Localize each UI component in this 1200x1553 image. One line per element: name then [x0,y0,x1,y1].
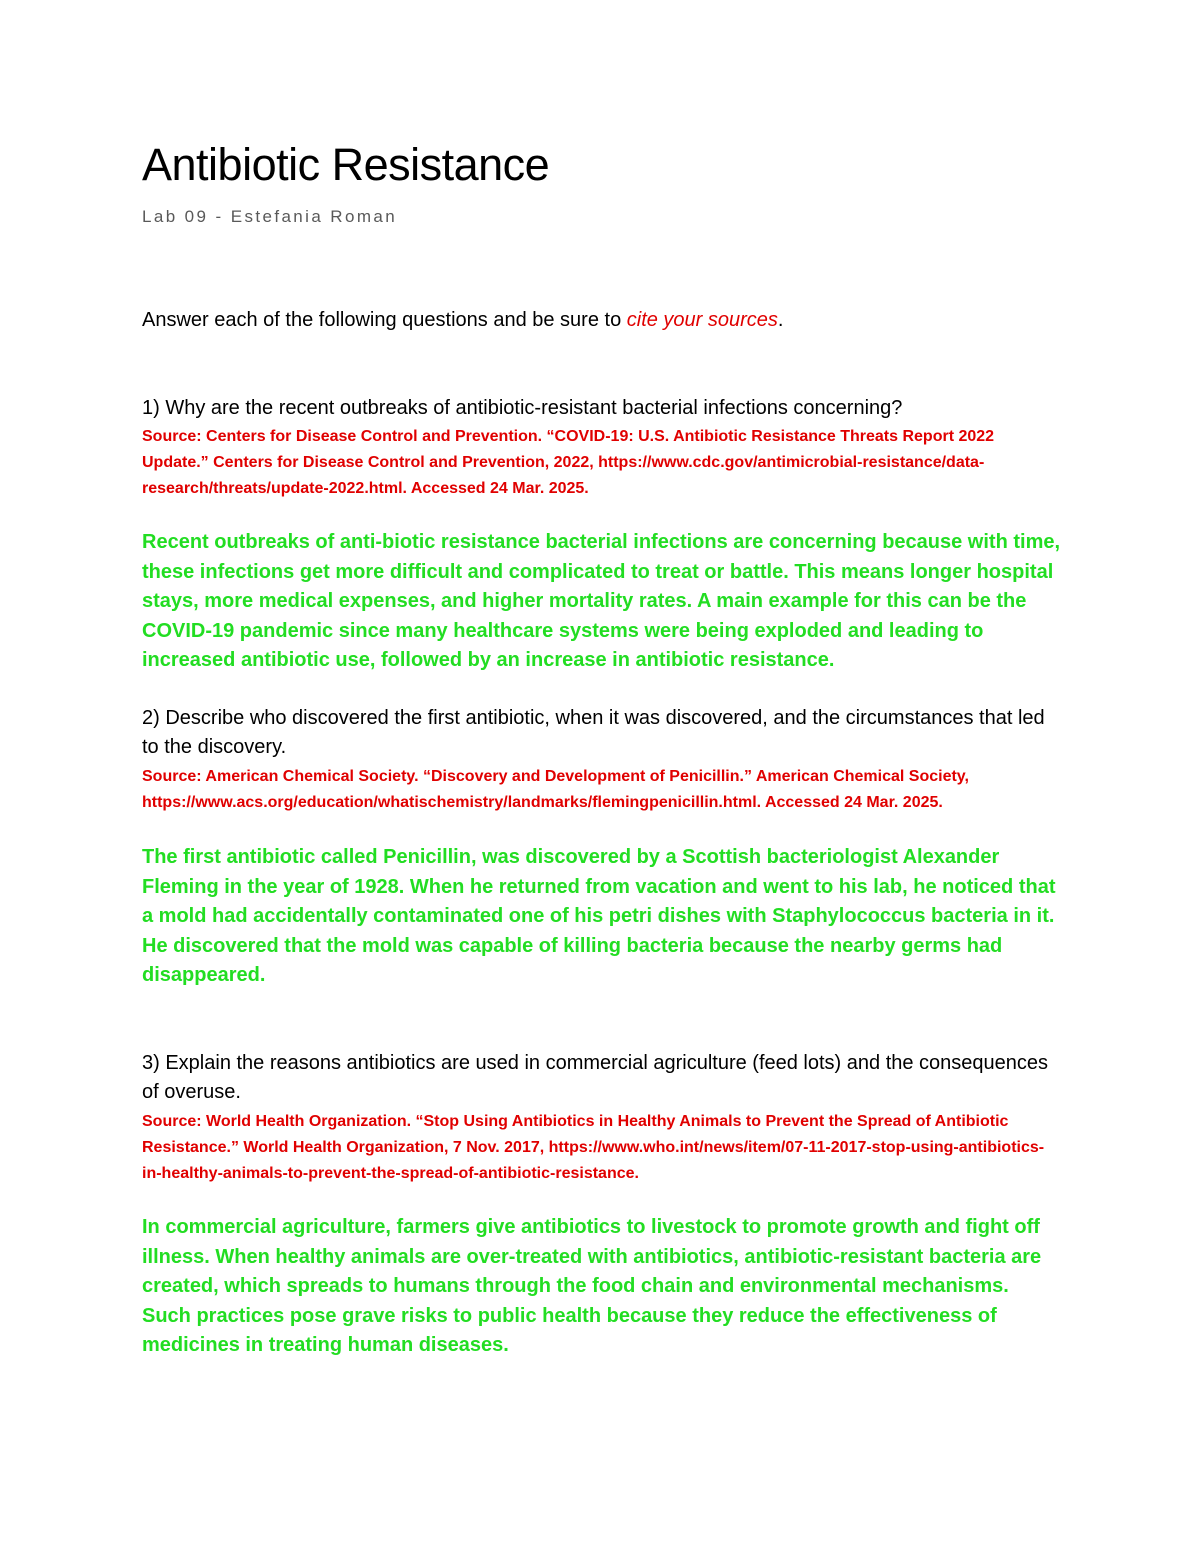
instructions [142,306,783,334]
question-3: 3) Explain the reasons antibiotics are used in commercial agriculture (feed lots) and the consequences of overuse. [142,1052,1049,1103]
answer-2: The first antibiotic called Penicillin, was discovered by a Scottish bacteriologist Alexander Fleming in the year of 1928. When he returned from vacation and went to his lab, he noticed that a mold had accidentally contaminated one of his petri dishes with Staphylococcus bacteria in it. He discovered that the mold was capable of killing bacteria because the nearby germs had disappeared. [142,846,1056,987]
answer-1: Recent outbreaks of anti-biotic resistance bacterial infections are concerning because with time, these infections get more difficult and complicated to treat or battle. This means longer hospital stays, more medical expenses, and higher mortality rates. A main example for this can be the COVID-19 pandemic since many healthcare systems were being exploded and leading to increased antibiotic use, followed by an increase in antibiotic resistance. [142,531,1061,672]
source-citation-1: Source: Centers for Disease Control and Prevention. “COVID-19: U.S. Antibiotic Resistance Threats Report 2022 Update.” Centers for Disease Control and Prevention, 2022, https://www.cdc.gov/antimicrobial-resistance/data-research/threats/update-2022.html. Accessed 24 Mar. 2025. [142,428,995,497]
source-citation-2: Source: American Chemical Society. “Discovery and Development of Penicillin.” American Chemical Society, https://www.acs.org/education/whatischemistry/landmarks/flemingpenicillin.html. Accessed 24 Mar. 2025. [142,768,969,811]
document-page [142,0,1062,1553]
instructions-prefix: Answer each of the following questions and be sure to [142,309,627,331]
document-title: Antibiotic Resistance [142,139,550,190]
document-subtitle: Lab 09 - Estefania Roman [142,207,398,226]
answer-3: In commercial agriculture, farmers give antibiotics to livestock to promote growth and fight off illness. When healthy animals are over-treated with antibiotics, antibiotic-resistant bacteria are created, which spreads to humans through the food chain and environmental mechanisms. Such practices pose grave risks to public health because they reduce the effectiveness of medicines in treating human diseases. [142,1216,1042,1357]
instructions-suffix: . [777,309,784,331]
question-2: 2) Describe who discovered the first antibiotic, when it was discovered, and the circumstances that led to the discovery. [142,707,1045,758]
source-citation-3: Source: World Health Organization. “Stop Using Antibiotics in Healthy Animals to Prevent the Spread of Antibiotic Resistance.” World Health Organization, 7 Nov. 2017, https://www.who.int/news/item/07-11-2017-stop-using-antibiotics-in-healthy-animals-to-prevent-the-spread-of-antibiotic-resistance. [142,1113,1045,1182]
question-1: 1) Why are the recent outbreaks of antibiotic-resistant bacterial infections concerning? [142,397,903,419]
instructions-emphasis: cite your sources [626,309,778,331]
